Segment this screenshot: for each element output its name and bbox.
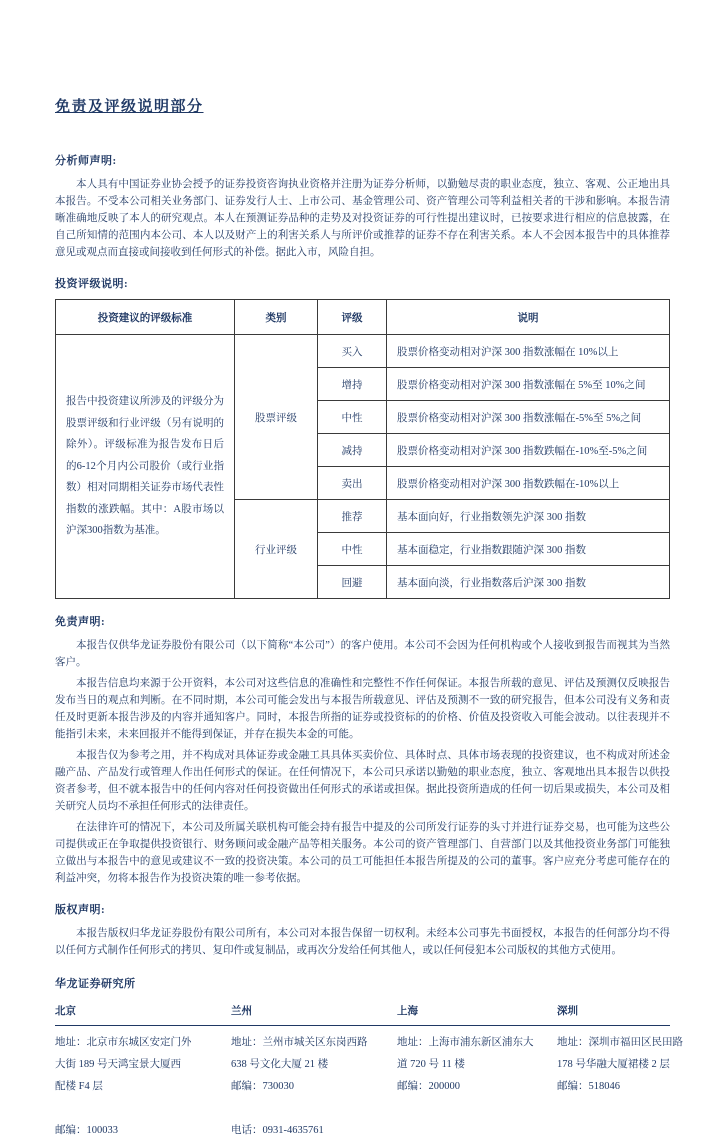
office-shenzhen bbox=[557, 1032, 707, 1142]
header-category: 类别 bbox=[235, 300, 318, 335]
office-address-line: 道 720 号 11 楼 bbox=[397, 1059, 465, 1070]
rating-level-cell: 卖出 bbox=[318, 467, 387, 500]
industry-rating-category-cell: 行业评级 bbox=[235, 500, 318, 599]
disclaimer-heading: 免责声明: bbox=[55, 616, 106, 628]
office-address-line: 配楼 F4 层 bbox=[55, 1081, 103, 1092]
office-address-line: 638 号文化大厦 21 楼 bbox=[231, 1059, 329, 1070]
rating-desc-cell: 股票价格变动相对沪深 300 指数涨幅在-5%至 5%之间 bbox=[387, 401, 670, 434]
office-city-beijing: 北京 bbox=[55, 1006, 76, 1017]
rating-level-cell: 推荐 bbox=[318, 500, 387, 533]
office-address-line: 大街 189 号天鸿宝景大厦西 bbox=[55, 1059, 181, 1070]
research-institute-section bbox=[55, 975, 683, 1142]
office-city-row bbox=[55, 1001, 670, 1026]
table-row bbox=[56, 335, 670, 368]
office-address-line: 地址：深圳市福田区民田路 bbox=[557, 1037, 683, 1048]
office-postcode-line: 邮编：200000 bbox=[397, 1081, 460, 1092]
office-shanghai bbox=[397, 1032, 549, 1142]
rating-table bbox=[55, 299, 670, 599]
rating-desc-cell: 基本面稳定，行业指数跟随沪深 300 指数 bbox=[387, 533, 670, 566]
office-postcode-line: 邮编：730030 bbox=[231, 1081, 294, 1092]
office-city-shenzhen: 深圳 bbox=[557, 1006, 578, 1017]
disclaimer-paragraph: 在法律许可的情况下，本公司及所属关联机构可能会持有报告中提及的公司所发行证券的头寸并进行证券交易，也可能为这些公司提供或正在争取提供投资银行、财务顾问或金融产品等相关服务。本公司的资产管理部门、自营部门以及其他投资业务部门可能独立做出与本报告中的意见或建议不一致的投资决策。本公司的员工可能担任本报告所提及的公司的董事。客户应充分考虑可能存在的利益冲突，勿将本报告作为投资决策的唯一参考依据。 bbox=[55, 822, 670, 884]
office-spacer-line bbox=[231, 1098, 389, 1120]
rating-desc-cell: 基本面向淡，行业指数落后沪深 300 指数 bbox=[387, 566, 670, 599]
rating-level-cell: 增持 bbox=[318, 368, 387, 401]
disclaimer-paragraph: 本报告仅为参考之用，并不构成对具体证券或金融工具具体买卖价位、具体时点、具体市场表现的投资建议，也不构成对所述金融产品、产品发行或管理人作出任何形式的保证。在任何情况下，本公司只承诺以勤勉的职业态度，独立、客观地出具本报告以供投资者参考，但不就本报告中的任何内容对任何投资做出任何形式的承诺或担保。据此投资所造成的任何一切后果或损失，本公司及相关研究人员均不承担任何形式的法律责任。 bbox=[55, 750, 670, 812]
disclaimer-paragraph: 本报告仅供华龙证券股份有限公司（以下简称“本公司”）的客户使用。本公司不会因为任何机构或个人接收到报告而视其为当然客户。 bbox=[55, 640, 670, 668]
office-address-line: 178 号华融大厦裙楼 2 层 bbox=[557, 1059, 670, 1070]
rating-level-cell: 中性 bbox=[318, 533, 387, 566]
copyright-heading: 版权声明: bbox=[55, 904, 106, 916]
header-criteria: 投资建议的评级标准 bbox=[56, 300, 235, 335]
page-title: 免责及评级说明部分 bbox=[55, 99, 204, 115]
rating-desc-cell: 股票价格变动相对沪深 300 指数涨幅在 10%以上 bbox=[387, 335, 670, 368]
office-lanzhou bbox=[231, 1032, 389, 1142]
rating-level-cell: 减持 bbox=[318, 434, 387, 467]
office-city-shanghai: 上海 bbox=[397, 1006, 418, 1017]
office-postcode-line: 邮编：100033 bbox=[55, 1125, 118, 1136]
office-postcode-line: 邮编：518046 bbox=[557, 1081, 620, 1092]
research-institute-heading: 华龙证券研究所 bbox=[55, 978, 136, 990]
rating-level-cell: 回避 bbox=[318, 566, 387, 599]
copyright-body: 本报告版权归华龙证券股份有限公司所有，本公司对本报告保留一切权利。未经本公司事先书面授权，本报告的任何部分均不得以任何方式制作任何形式的拷贝、复印件或复制品，或再次分发给任何其他人，或以任何侵犯本公司版权的其他方式使用。 bbox=[55, 928, 670, 956]
office-phone-line: 电话：0931-4635761 bbox=[231, 1125, 324, 1136]
rating-level-cell: 买入 bbox=[318, 335, 387, 368]
analyst-statement-heading: 分析师声明: bbox=[55, 155, 117, 167]
office-address-line: 地址：上海市浦东新区浦东大 bbox=[397, 1037, 534, 1048]
header-description: 说明 bbox=[387, 300, 670, 335]
rating-criteria-cell: 报告中投资建议所涉及的评级分为股票评级和行业评级（另有说明的除外）。评级标准为报告发布日后的6-12个月内公司股价（或行业指数）相对同期相关证券市场代表性指数的涨跌幅。其中：A股市场以沪深300指数为基准。 bbox=[56, 335, 235, 599]
office-address-line: 地址：北京市东城区安定门外 bbox=[55, 1037, 192, 1048]
office-address-line: 地址：兰州市城关区东岗西路 bbox=[231, 1037, 368, 1048]
rating-table-header bbox=[56, 300, 670, 335]
rating-desc-cell: 基本面向好，行业指数领先沪深 300 指数 bbox=[387, 500, 670, 533]
header-level: 评级 bbox=[318, 300, 387, 335]
rating-header-row bbox=[56, 300, 670, 335]
analyst-statement-body: 本人具有中国证券业协会授予的证券投资咨询执业资格并注册为证券分析师，以勤勉尽责的职业态度，独立、客观、公正地出具本报告。不受本公司相关业务部门、证券发行人士、上市公司、基金管理公司、资产管理公司等利益相关者的干涉和影响。本报告清晰准确地反映了本人的研究观点。本人在预测证券品种的走势及对投资证券的可行性提出建议时，已按要求进行相应的信息披露，在自己所知情的范围内本公司、本人以及财产上的利害关系人与所评价或推荐的证券不存在利害关系。本人不会因本报告中的具体推荐意见或观点而直接或间接收到任何形式的补偿。据此入市，风险自担。 bbox=[55, 179, 670, 258]
rating-level-cell: 中性 bbox=[318, 401, 387, 434]
stock-rating-category-cell: 股票评级 bbox=[235, 335, 318, 500]
rating-desc-cell: 股票价格变动相对沪深 300 指数涨幅在 5%至 10%之间 bbox=[387, 368, 670, 401]
office-beijing bbox=[55, 1032, 223, 1142]
office-spacer-line bbox=[55, 1098, 223, 1120]
office-city-lanzhou: 兰州 bbox=[231, 1006, 252, 1017]
rating-desc-cell: 股票价格变动相对沪深 300 指数跌幅在-10%至-5%之间 bbox=[387, 434, 670, 467]
disclaimer-paragraph: 本报告信息均来源于公开资料，本公司对这些信息的准确性和完整性不作任何保证。本报告所载的意见、评估及预测仅反映报告发布当日的观点和判断。在不同时期，本公司可能会发出与本报告所载意见、评估及预测不一致的研究报告，但本公司没有义务和责任及时更新本报告涉及的内容并通知客户。同时，本报告所指的证券或投资标的的价格、价值及投资收入可能会波动。以往表现并不能指引未来，未来回报并不能得到保证，并存在损失本金的可能。 bbox=[55, 678, 670, 740]
office-details-row bbox=[55, 1026, 683, 1142]
rating-desc-cell: 股票价格变动相对沪深 300 指数跌幅在-10%以上 bbox=[387, 467, 670, 500]
rating-explanation-heading: 投资评级说明: bbox=[55, 278, 129, 290]
